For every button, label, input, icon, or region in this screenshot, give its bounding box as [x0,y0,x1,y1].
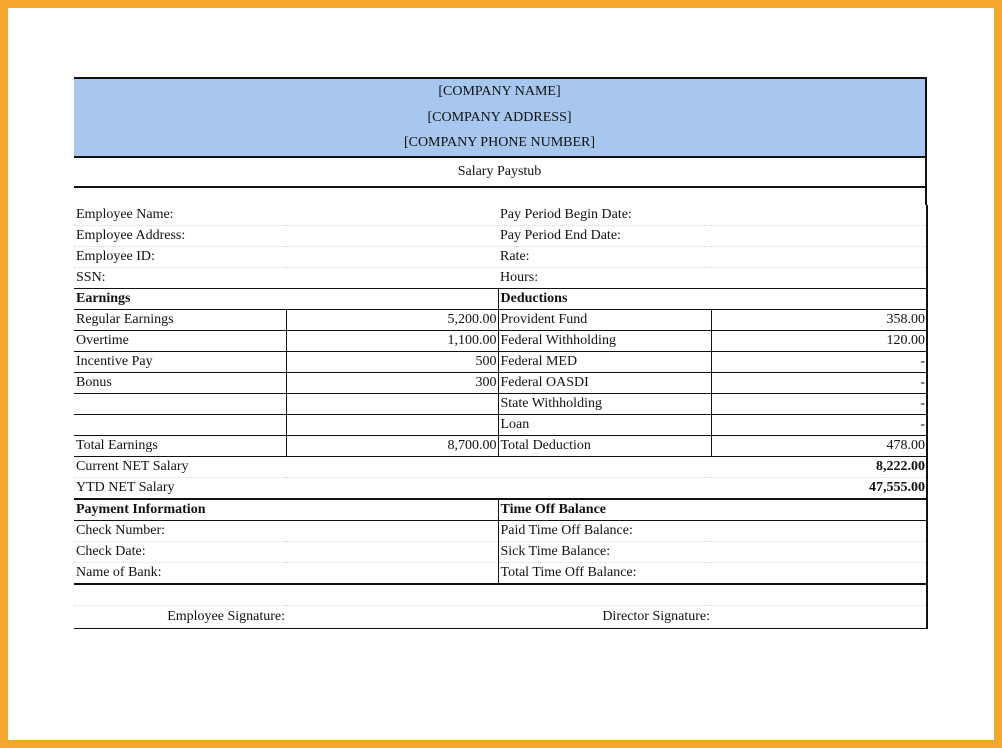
pay-period-begin-value[interactable] [711,205,927,226]
rate-value[interactable] [711,247,927,268]
ytd-net-value[interactable]: 47,555.00 [711,478,927,500]
pay-period-end-value[interactable] [711,226,927,247]
total-earnings-value[interactable]: 8,700.00 [286,436,498,457]
director-signature-label: Director Signature: [498,606,711,629]
info-row [74,226,927,247]
total-time-off-label: Total Time Off Balance: [498,563,711,585]
check-number-label: Check Number: [74,521,286,542]
ytd-net-label: YTD NET Salary [74,478,286,500]
sick-time-label: Sick Time Balance: [498,542,711,563]
company-header [74,77,927,158]
sick-time-value[interactable] [711,542,927,563]
spacer [74,584,286,606]
company-phone: [COMPANY PHONE NUMBER] [403,135,596,151]
paid-time-off-value[interactable] [711,521,927,542]
check-date-label: Check Date: [74,542,286,563]
current-net-value[interactable]: 8,222.00 [711,457,927,478]
earnings-heading: Earnings [74,289,286,310]
signature-row [74,606,927,629]
total-time-off-value[interactable] [711,563,927,585]
deduction-value[interactable]: 120.00 [711,331,927,352]
total-deduction-label: Total Deduction [498,436,711,457]
employee-id-label: Employee ID: [74,247,286,268]
spacer [498,584,711,606]
spacer [711,499,927,521]
earning-label [74,394,286,415]
info-row [74,542,927,563]
page-title: Salary Paystub [74,158,927,188]
deduction-value[interactable]: 358.00 [711,310,927,331]
earning-label [74,415,286,436]
deduction-value[interactable]: - [711,394,927,415]
table-row [74,331,927,352]
total-deduction-value[interactable]: 478.00 [711,436,927,457]
check-date-value[interactable] [286,542,498,563]
spacer [286,478,498,500]
info-row [74,521,927,542]
earning-value[interactable]: 5,200.00 [286,310,498,331]
deduction-label: Federal OASDI [498,373,711,394]
earning-label: Bonus [74,373,286,394]
hours-label: Hours: [498,268,711,289]
deductions-heading: Deductions [498,289,711,310]
paystub-sheet [74,77,927,629]
earning-value[interactable]: 1,100.00 [286,331,498,352]
table-row [74,352,927,373]
earning-value[interactable]: 500 [286,352,498,373]
table-row [74,415,927,436]
net-row [74,478,927,500]
deductions-heading-spacer [711,289,927,310]
time-off-heading: Time Off Balance [498,499,711,521]
company-name: [COMPANY NAME] [438,84,561,99]
employee-name-value[interactable] [286,205,498,226]
company-address: [COMPANY ADDRESS] [427,109,572,125]
current-net-label: Current NET Salary [74,457,286,478]
deduction-label: Provident Fund [498,310,711,331]
paystub-frame [8,8,994,740]
employee-id-value[interactable] [286,247,498,268]
earning-value[interactable] [286,415,498,436]
info-row [74,268,927,289]
spacer [498,457,711,478]
spacer-row [74,584,927,606]
spacer [286,457,498,478]
section-heading-row [74,499,927,521]
deduction-value[interactable]: - [711,352,927,373]
earning-value[interactable] [286,394,498,415]
payment-heading: Payment Information [74,499,286,521]
net-row [74,457,927,478]
employee-signature-label: Employee Signature: [74,606,286,629]
paid-time-off-label: Paid Time Off Balance: [498,521,711,542]
pay-period-end-label: Pay Period End Date: [498,226,711,247]
pay-period-begin-label: Pay Period Begin Date: [498,205,711,226]
earning-label: Overtime [74,331,286,352]
spacer [74,188,927,205]
check-number-value[interactable] [286,521,498,542]
employee-name-label: Employee Name: [74,205,286,226]
ssn-label: SSN: [74,268,286,289]
hours-value[interactable] [711,268,927,289]
table-row [74,310,927,331]
info-row [74,205,927,226]
earning-label: Regular Earnings [74,310,286,331]
employee-address-label: Employee Address: [74,226,286,247]
deduction-label: Loan [498,415,711,436]
table-row [74,394,927,415]
info-row [74,563,927,585]
spacer [286,584,498,606]
bank-name-label: Name of Bank: [74,563,286,585]
deduction-value[interactable]: - [711,373,927,394]
deduction-label: Federal Withholding [498,331,711,352]
ssn-value[interactable] [286,268,498,289]
section-heading-row [74,289,927,310]
director-signature-field[interactable] [711,606,927,629]
rate-label: Rate: [498,247,711,268]
deduction-label: State Withholding [498,394,711,415]
spacer [498,478,711,500]
deduction-value[interactable]: - [711,415,927,436]
deduction-label: Federal MED [498,352,711,373]
table-row [74,373,927,394]
spacer [286,499,498,521]
bank-name-value[interactable] [286,563,498,585]
totals-row [74,436,927,457]
info-row [74,247,927,268]
total-earnings-label: Total Earnings [74,436,286,457]
paystub-table [74,205,928,629]
earnings-heading-spacer [286,289,498,310]
earning-value[interactable]: 300 [286,373,498,394]
employee-signature-field[interactable] [286,606,498,629]
earning-label: Incentive Pay [74,352,286,373]
employee-address-value[interactable] [286,226,498,247]
spacer [711,584,927,606]
